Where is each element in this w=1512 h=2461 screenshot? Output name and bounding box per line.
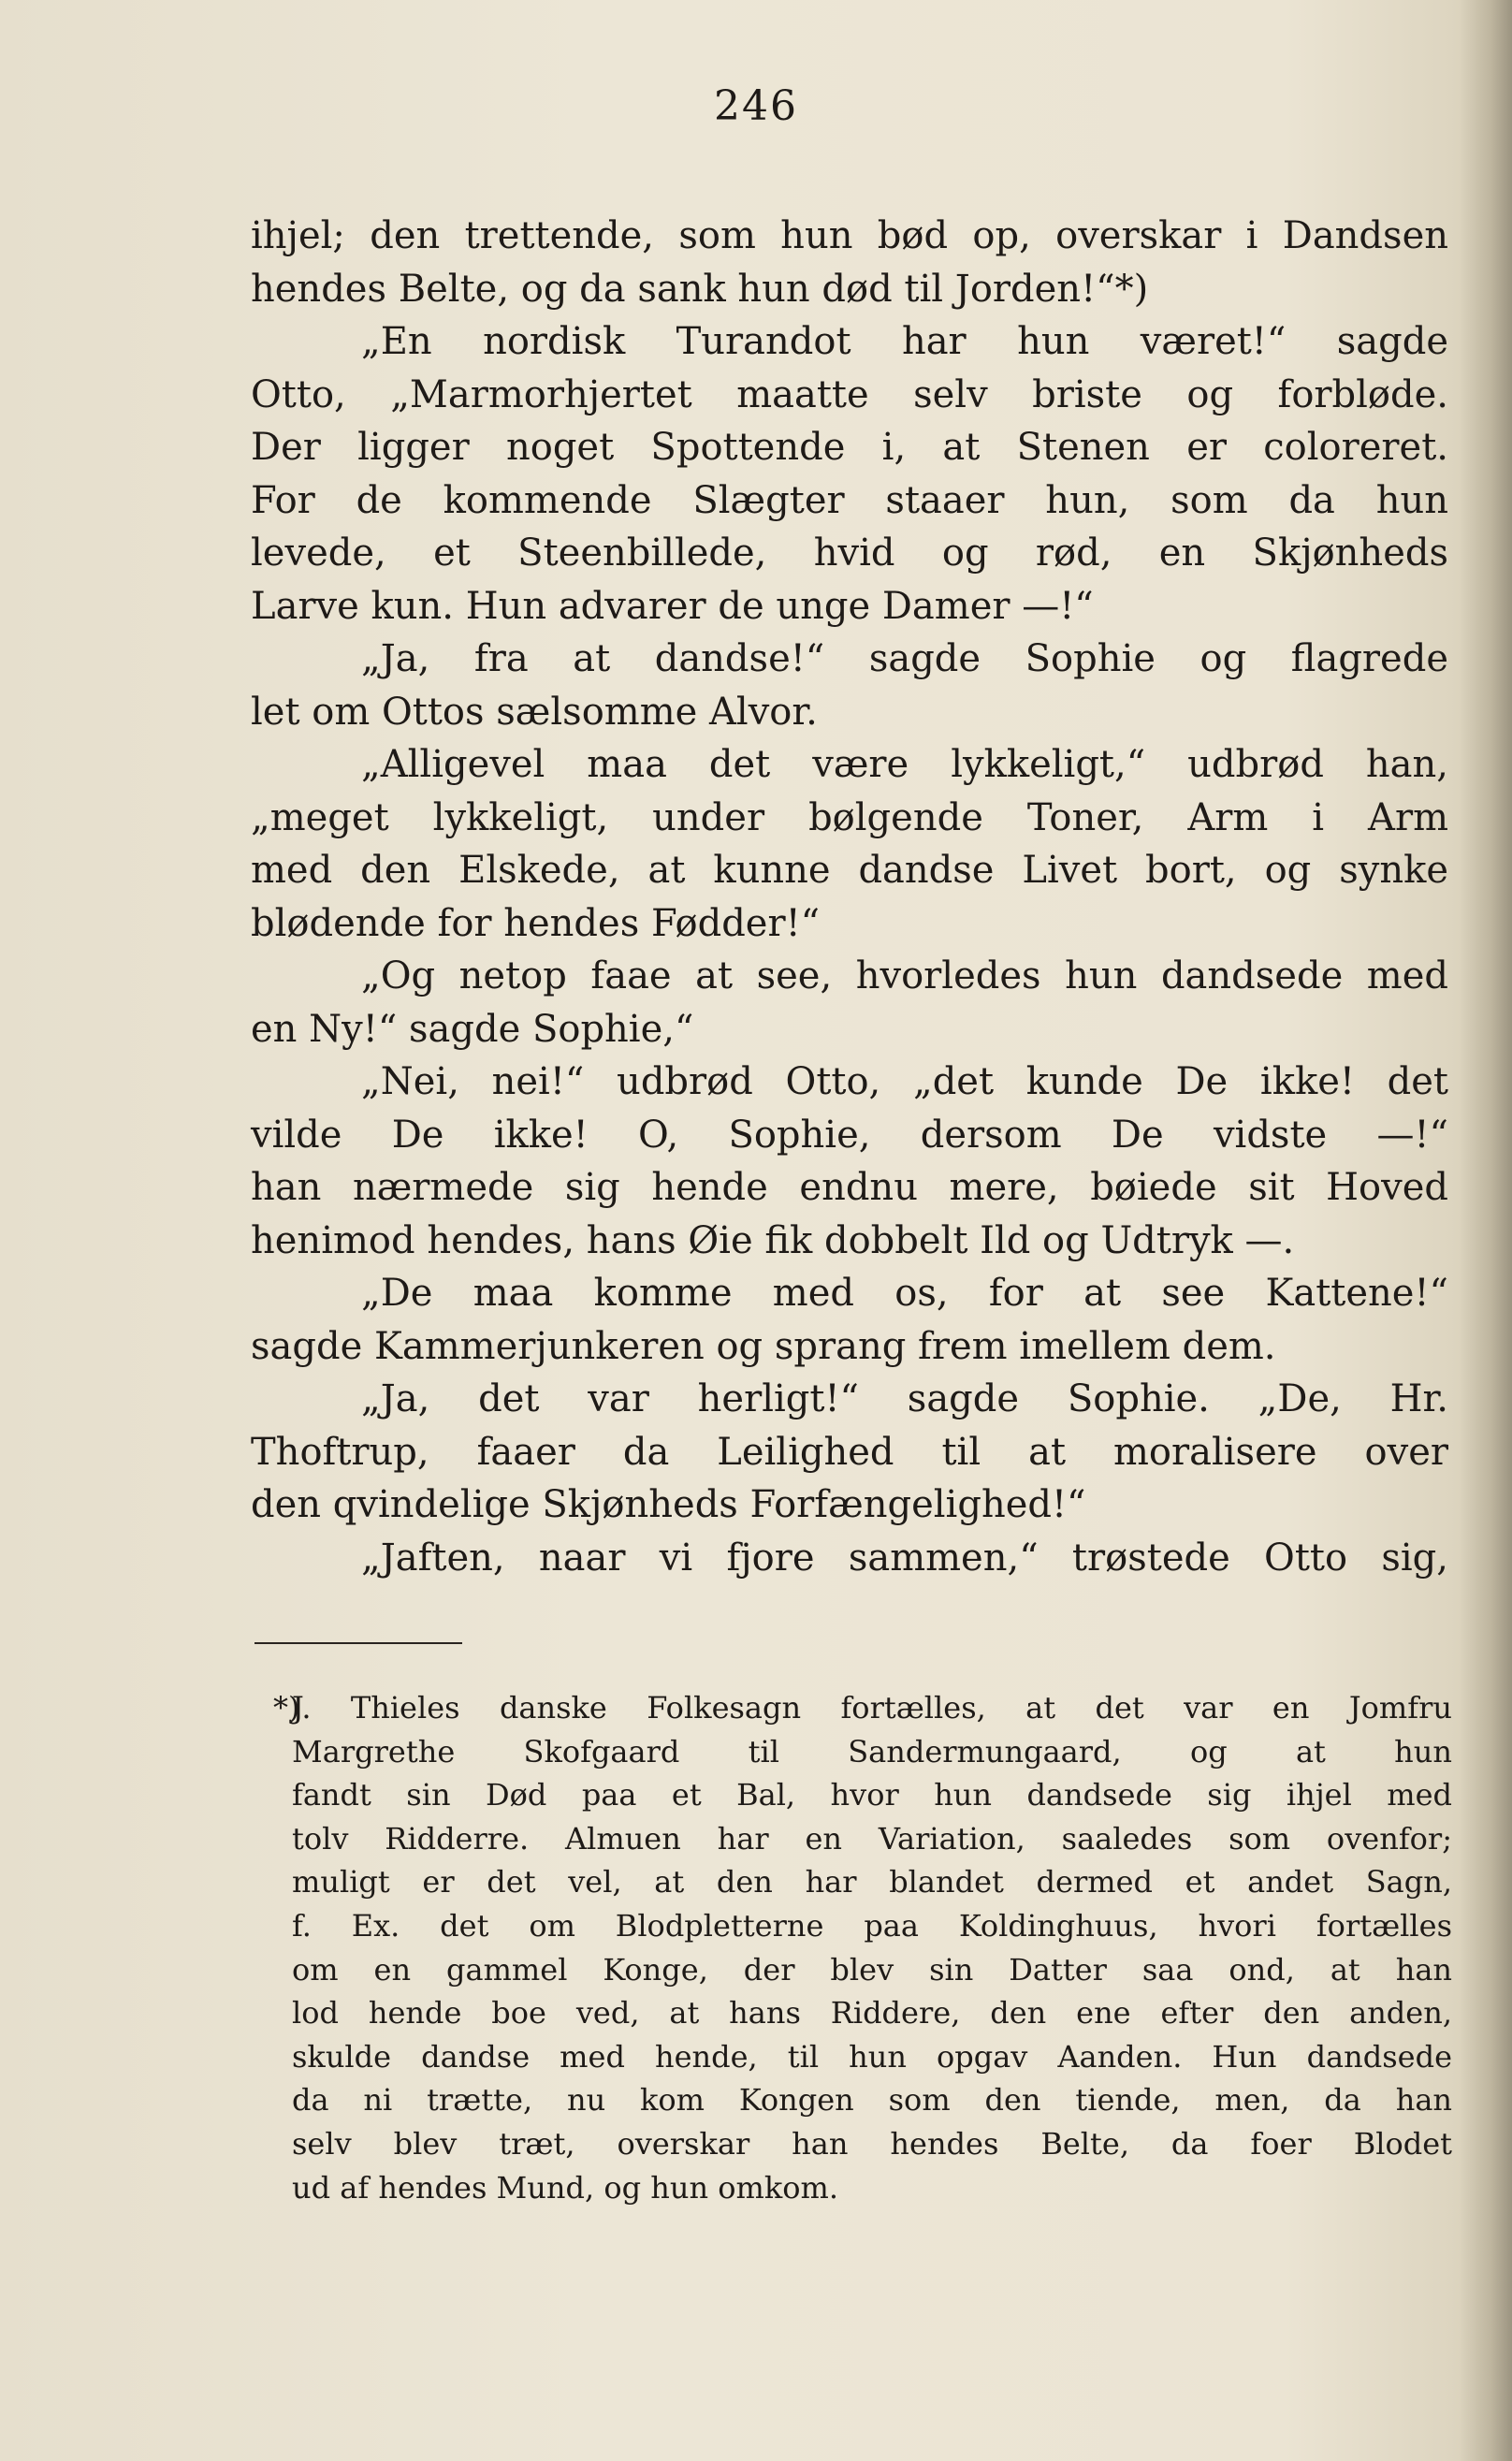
footnote-line: muligt er det vel, at den har blandet dermed et andet Sagn,	[292, 1864, 1452, 1900]
text-line: „meget lykkeligt, under bølgende Toner, Arm i Arm	[251, 795, 1448, 839]
text-line: Thoftrup, faaer da Leilighed til at moralisere over	[251, 1430, 1448, 1474]
text-line: Otto, „Marmorhjertet maatte selv briste og forbløde.	[251, 372, 1448, 416]
text-line: sagde Kammerjunkeren og sprang frem imellem dem.	[251, 1324, 1276, 1368]
footnote	[273, 1686, 1452, 2209]
text-line: Der ligger noget Spottende i, at Stenen er coloreret.	[251, 426, 1448, 469]
footnote-line: om en gammel Konge, der blev sin Datter saa ond, at han	[292, 1951, 1452, 1988]
footnote-line: lod hende boe ved, at hans Riddere, den ene efter den anden,	[292, 1995, 1452, 2031]
text-line: Larve kun. Hun advarer de unge Damer —!“	[251, 584, 1094, 628]
footnote-marker: *)	[273, 1690, 300, 1726]
text-line: „De maa komme med os, for at see Kattene!“	[361, 1272, 1448, 1315]
page-edge-shadow	[1460, 0, 1512, 2461]
text-line: levede, et Steenbillede, hvid og rød, en Skjønheds	[251, 532, 1448, 575]
footnote-line: J. Thieles danske Folkesagn fortælles, at det var en Jomfru	[292, 1690, 1452, 1726]
footnote-line: fandt sin Død paa et Bal, hvor hun dandsede sig ihjel med	[292, 1777, 1452, 1813]
footnote-separator	[254, 1642, 462, 1644]
page-number: 246	[714, 82, 798, 130]
footnote-line: selv blev træt, overskar han hendes Belte, da foer Blodet	[292, 2125, 1452, 2162]
text-line: blødende for hendes Fødder!“	[251, 901, 821, 945]
text-line: „Jaften, naar vi fjore sammen,“ trøstede Otto sig,	[361, 1536, 1448, 1580]
text-line: hendes Belte, og da sank hun død til Jorden!“*)	[251, 267, 1149, 311]
text-line: vilde De ikke! O, Sophie, dersom De vidste —!“	[251, 1113, 1448, 1157]
footnote-line: f. Ex. det om Blodpletterne paa Koldinghuus, hvori fortælles	[292, 1907, 1452, 1944]
body-text	[251, 210, 1448, 1584]
text-line: „Alligevel maa det være lykkeligt,“ udbrød han,	[361, 743, 1448, 786]
text-line: en Ny!“ sagde Sophie,“	[251, 1007, 694, 1051]
text-line: den qvindelige Skjønheds Forfængelighed!“	[251, 1483, 1086, 1526]
text-line: „Ja, fra at dandse!“ sagde Sophie og flagrede	[361, 637, 1448, 680]
text-line: han nærmede sig hende endnu mere, bøiede sit Hoved	[251, 1166, 1448, 1209]
text-line: henimod hendes, hans Øie fik dobbelt Ild og Udtryk —.	[251, 1218, 1295, 1262]
text-line: „Nei, nei!“ udbrød Otto, „det kunde De ikke! det	[361, 1060, 1448, 1103]
footnote-line: da ni trætte, nu kom Kongen som den tiende, men, da han	[292, 2082, 1452, 2119]
text-line: For de kommende Slægter staaer hun, som da hun	[251, 478, 1448, 522]
text-line: let om Ottos sælsomme Alvor.	[251, 690, 818, 734]
text-line: ihjel; den trettende, som hun bød op, overskar i Dandsen	[251, 214, 1448, 257]
text-line: „Ja, det var herligt!“ sagde Sophie. „De, Hr.	[361, 1377, 1448, 1420]
footnote-line: Margrethe Skofgaard til Sandermungaard, og at hun	[292, 1733, 1452, 1769]
footnote-line: skulde dandse med hende, til hun opgav Aanden. Hun dandsede	[292, 2038, 1452, 2075]
text-line: „Og netop faae at see, hvorledes hun dandsede med	[361, 954, 1448, 998]
text-line: med den Elskede, at kunne dandse Livet bort, og synke	[251, 849, 1448, 892]
text-line: „En nordisk Turandot har hun været!“ sagde	[361, 320, 1448, 363]
footnote-line: ud af hendes Mund, og hun omkom.	[292, 2169, 839, 2206]
footnote-line: tolv Ridderre. Almuen har en Variation, saaledes som ovenfor;	[292, 1820, 1452, 1857]
